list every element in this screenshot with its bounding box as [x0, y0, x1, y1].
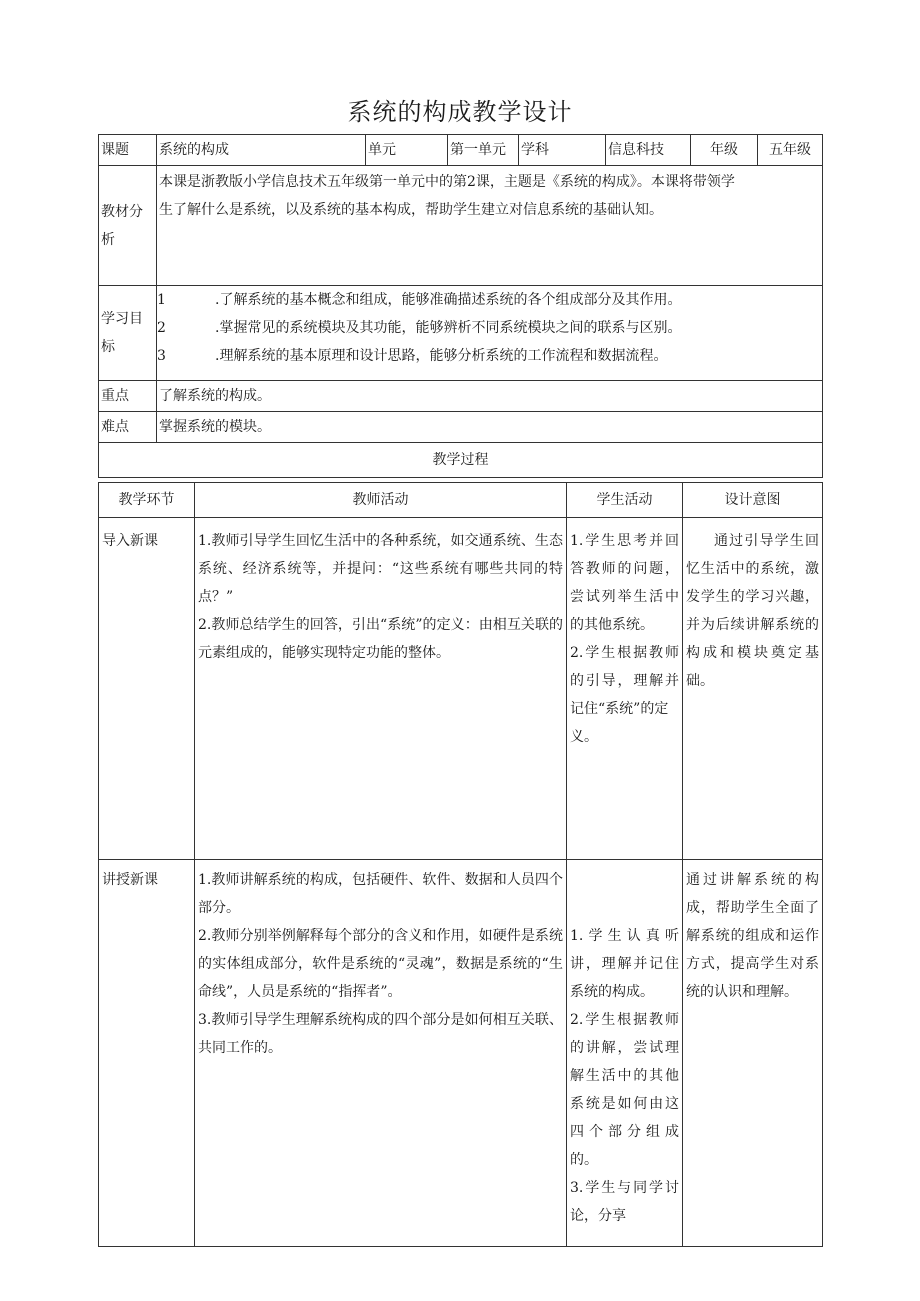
goal-item: 1 .了解系统的基本概念和组成，能够准确描述系统的各个组成部分及其作用。 [157, 292, 682, 308]
process-row-new [99, 860, 823, 1247]
process-section-title: 教学过程 [99, 443, 823, 478]
subject-label: 学科 [519, 135, 606, 166]
textbook-analysis-label: 教材分 析 [99, 166, 157, 286]
key-point-row [99, 381, 823, 412]
difficulty-label: 难点 [99, 412, 157, 443]
lesson-info-table [98, 134, 823, 478]
stage-new-lesson: 讲授新课 [99, 860, 195, 1247]
goal-item: 2 .掌握常见的系统模块及其功能，能够辨析不同系统模块之间的联系与区别。 [157, 320, 682, 336]
learning-goals-row [99, 286, 823, 381]
student-activity-new: 1.学生认真听讲，理解并记住系统的构成。 2.学生根据教师的讲解，尝试理解生活中的其他系统是如何由这四个部分组成的。 3.学生与同学讨论，分享 [567, 860, 683, 1247]
course-title-label: 课题 [99, 135, 157, 166]
header-stage: 教学环节 [99, 483, 195, 518]
student-activity-intro: 1.学生思考并回答教师的问题，尝试列举生活中的其他系统。 2.学生根据教师的引导，理解并记住“系统”的定 义。 [567, 518, 683, 860]
teacher-activity-intro: 1.教师引导学生回忆生活中的各种系统，如交通系统、生态系统、经济系统等，并提问：“这些系统有哪些共同的特点？” 2.教师总结学生的回答，引出“系统”的定义：由相互关联的元素组成的，能够实现特定功能的整体。 [195, 518, 567, 860]
grade-label: 年级 [691, 135, 758, 166]
header-teacher: 教师活动 [195, 483, 567, 518]
key-point-label: 重点 [99, 381, 157, 412]
design-intent-intro: 通过引导学生回忆生活中的系统，激发学生的学习兴趣，并为后续讲解系统的构成和模块奠定基础。 [683, 518, 823, 860]
subject-value: 信息科技 [606, 135, 691, 166]
process-column-headers [99, 483, 823, 518]
difficulty-value: 掌握系统的模块。 [157, 412, 823, 443]
goal-item: 3 .理解系统的基本原理和设计思路，能够分析系统的工作流程和数据流程。 [157, 348, 668, 364]
design-intent-new: 通过讲解系统的构成，帮助学生全面了解系统的组成和运作方式，提高学生对系统的认识和理解。 [683, 860, 823, 1247]
course-title-value: 系统的构成 [157, 135, 366, 166]
textbook-analysis-row [99, 166, 823, 286]
header-student: 学生活动 [567, 483, 683, 518]
page-title: 系统的构成教学设计 [347, 98, 573, 126]
stage-intro: 导入新课 [99, 518, 195, 860]
process-row-intro [99, 518, 823, 860]
teacher-activity-new: 1.教师讲解系统的构成，包括硬件、软件、数据和人员四个部分。 2.教师分别举例解释每个部分的含义和作用，如硬件是系统的实体组成部分，软件是系统的“灵魂”，数据是系统的“生命线”，人员是系统的“指挥者”。 3.教师引导学生理解系统构成的四个部分是如何相互关联、共同工作的。 [195, 860, 567, 1247]
learning-goals-label: 学习目 标 [99, 286, 157, 381]
course-row [99, 135, 823, 166]
learning-goals-list [157, 286, 823, 381]
header-intent: 设计意图 [683, 483, 823, 518]
teaching-process-table [98, 482, 823, 1247]
process-header-row [99, 443, 823, 478]
difficulty-row [99, 412, 823, 443]
textbook-analysis-text: 本课是浙教版小学信息技术五年级第一单元中的第2课，主题是《系统的构成》。本课将带领学 生了解什么是系统，以及系统的基本构成，帮助学生建立对信息系统的基础认知。 [157, 166, 823, 286]
unit-value: 第一单元 [448, 135, 519, 166]
unit-label: 单元 [366, 135, 448, 166]
grade-value: 五年级 [758, 135, 823, 166]
key-point-value: 了解系统的构成。 [157, 381, 823, 412]
